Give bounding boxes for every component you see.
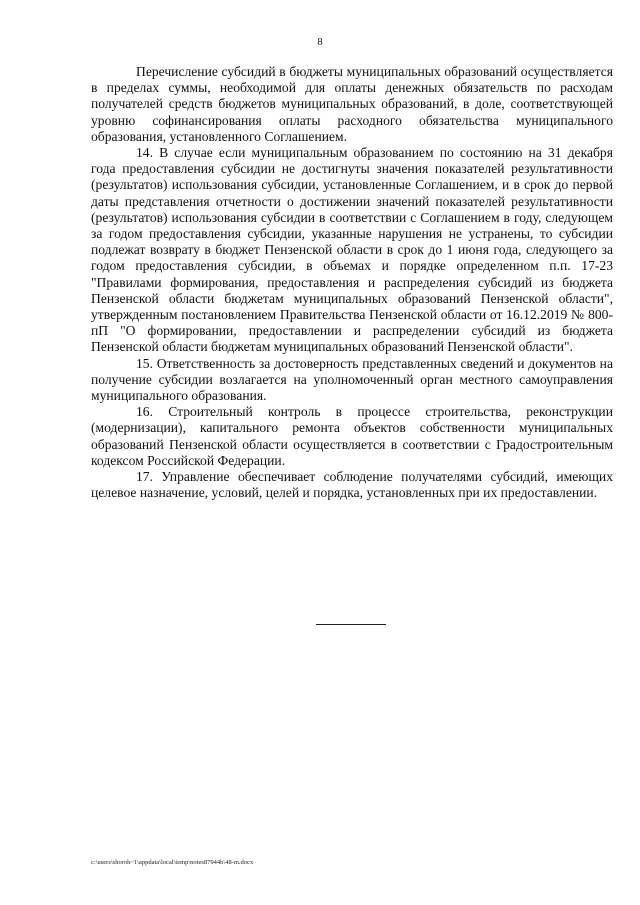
page-number: 8 [317,37,323,48]
paragraph-15-responsibility: 15. Ответственность за достоверность представленных сведений и документов на получение субсидии возлагается на уполномоченный орган местного самоуправления муниципального образования. [91,355,613,404]
paragraph-17-compliance: 17. Управление обеспечивает соблюдение получателями субсидий, имеющих целевое назначение, условий, целей и порядка, установленных при их предоставлении. [91,469,613,501]
paragraph-16-construction-control: 16. Строительный контроль в процессе строительства, реконструкции (модернизации), капитального ремонта объектов собственности муниципальных образований Пензенской области осуществляется в соответствии с Градостроительным кодексом Российской Федерации. [91,404,613,468]
document-body [91,64,613,501]
paragraph-subsidy-transfer: Перечисление субсидий в бюджеты муниципальных образований осуществляется в пределах суммы, необходимой для оплаты денежных обязательств по расходам получателей средств бюджетов муниципальных образований, в доле, соответствующей уровню софинансирования оплаты расходного обязательства муниципального образования, установленного Соглашением. [91,64,613,144]
footer-file-path: c:\users\shoroh~1\appdata\local\temp\notes87944b\48-m.docx [91,859,254,866]
paragraph-14-subsidy-return: 14. В случае если муниципальным образованием по состоянию на 31 декабря года предоставления субсидии не достигнуты значения показателей результативности (результатов) использования субсидии, установленные Соглашением, и в срок до первой даты представления отчетности о достижении значений показателей результативности (результатов) использования субсидии в соответствии с Соглашением в году, следующем за годом предоставления субсидии, указанные нарушения не устранены, то субсидии подлежат возврату в бюджет Пензенской области в срок до 1 июня года, следующего за годом предоставления субсидии, в объемах и порядке определенном п.п. 17-23 "Правилами формирования, предоставления и распределения субсидий из бюджета Пензенской области бюджетам муниципальных образований Пензенской области", утвержденным постановлением Правительства Пензенской области от 16.12.2019 № 800-пП "О формировании, предоставлении и распределении субсидий из бюджета Пензенской области бюджетам муниципальных образований Пензенской области". [91,145,613,355]
end-of-text-rule [316,624,386,625]
